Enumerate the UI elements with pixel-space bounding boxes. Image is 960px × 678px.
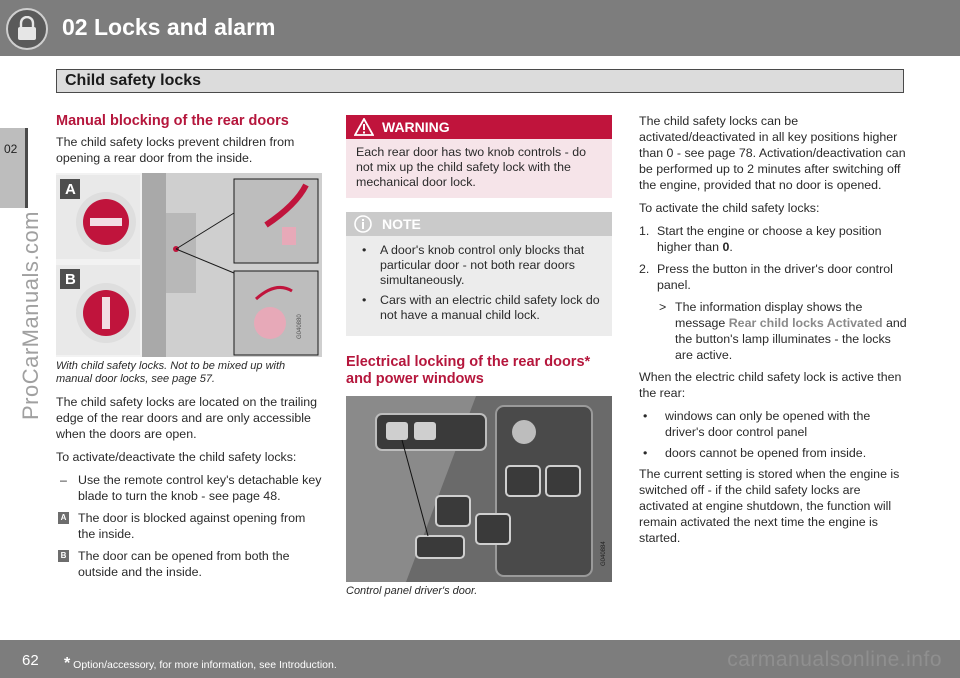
paragraph-to-activate: To activate the child safety locks: [639,201,820,215]
note-header [346,212,612,236]
paragraph-location: The child safety locks are located on the trailing edge of the rear doors and are only accessible when the doors are open. [56,395,318,441]
note-bullet: • A door's knob control only blocks that particular door - not both rear doors simultaneously. [362,243,585,287]
column-right [639,113,907,553]
list-item-a [56,510,322,542]
column-middle [346,115,612,606]
dash-item-text: Use the remote control key's detachable key blade to turn the knob - see page 48. [78,473,322,503]
paragraph-activation: The child safety locks can be activated/deactivated in all key positions higher than 0 - see page 78. Activation/deactivation can be performed up to 2 minutes after switching off the engine, provided that no door is opened. [639,114,906,192]
step-result: > The information display shows the message Rear child locks Activated and the button's lamp illuminates - the locks are active. [659,300,907,362]
figure-code: G040884 [601,541,607,566]
footnote-text: Option/accessory, for more information, see Introduction. [73,659,337,671]
label-b-icon: B [58,550,69,562]
page-footer [0,640,960,678]
footnote [64,655,337,673]
step-1: 1. Start the engine or choose a key position higher than 0. [639,224,882,254]
warning-text: Each rear door has two knob controls - do not mix up the child safety lock with the mechanical door lock. [356,145,587,189]
figure-caption: With child safety locks. Not to be mixed up with manual door locks, see page 57. [56,360,286,385]
note-title: NOTE [382,216,421,232]
page-number: 62 [22,652,39,669]
item-a-text: The door is blocked against opening from the inside. [78,511,306,541]
chapter-title: 02 Locks and alarm [62,14,276,40]
child-lock-figure [56,173,322,357]
footer-watermark: carmanualsonline.info [727,648,942,671]
side-watermark: ProCarManuals.com [18,210,43,420]
warning-icon [354,118,374,136]
list-item: – Use the remote control key's detachable key blade to turn the knob - see page 48. [60,473,322,503]
list-item-b [56,548,322,580]
chapter-tab-label: 02 [4,142,18,156]
warning-header [346,115,612,139]
control-panel-figure [346,396,612,582]
figure-code: G040880 [297,314,303,339]
heading-manual-blocking: Manual blocking of the rear doors [56,113,289,129]
figure-caption: Control panel driver's door. [346,585,478,597]
paragraph-stored: The current setting is stored when the engine is switched off - if the child safety locks are activated at engine shutdown, the function will remain activated the next time the engine is started. [639,467,900,545]
chapter-tab [0,128,28,208]
paragraph-activate: To activate/deactivate the child safety locks: [56,450,297,464]
lock-icon [6,8,48,50]
figure-label-b: B [65,271,76,288]
note-body [346,236,612,336]
heading-electrical-locking: Electrical locking of the rear doors* and power windows [346,354,591,387]
list-item: • windows can only be opened with the driver's door control panel [643,409,871,439]
warning-title: WARNING [382,119,450,135]
footnote-star: * [64,655,71,672]
page-header [0,0,960,56]
step-2: 2. Press the button in the driver's door control panel. [639,262,893,292]
paragraph-when-active: When the electric child safety lock is active then the rear: [639,370,902,400]
list-item: • doors cannot be opened from inside. [643,446,867,460]
label-a-icon: A [58,512,69,524]
info-icon [354,215,372,233]
intro-text: The child safety locks prevent children from opening a rear door from the inside. [56,135,295,165]
display-message: Rear child locks Activated [728,316,883,330]
section-title: Child safety locks [65,72,202,89]
note-bullet: • Cars with an electric child safety lock do not have a manual child lock. [362,293,600,322]
item-b-text: The door can be opened from both the outside and the inside. [78,549,290,579]
warning-box [346,115,612,198]
column-left [56,113,322,586]
note-box [346,212,612,336]
figure-label-a: A [65,181,76,198]
section-header [56,69,904,93]
